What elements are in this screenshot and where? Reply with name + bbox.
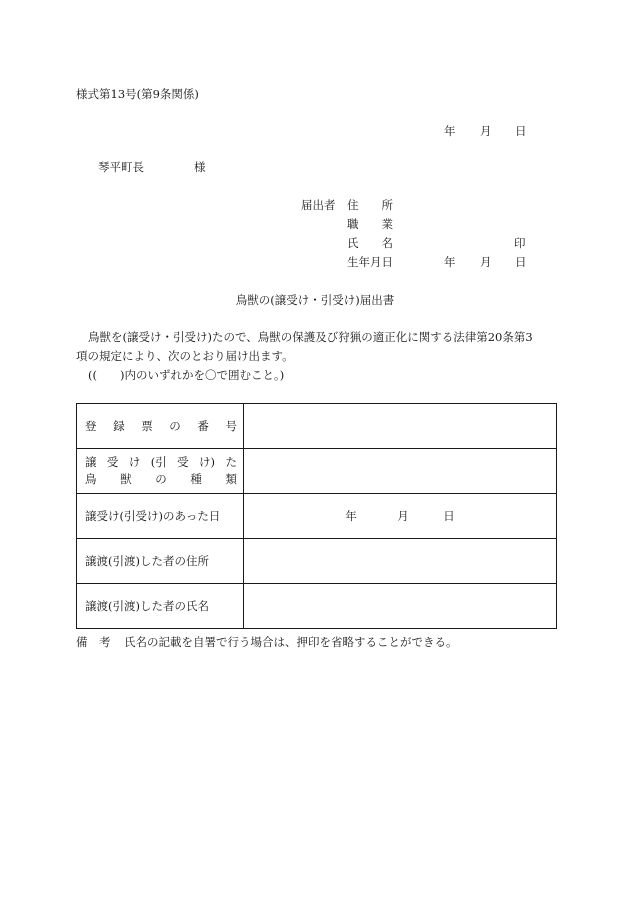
remarks-text: 氏名の記載を自署で行う場合は、押印を省略することができる。 (124, 635, 458, 649)
body-note: (( )内のいずれかを〇で囲むこと。) (88, 368, 285, 382)
transfer-date-row (244, 508, 556, 524)
species-label-line-1: 譲 受 け (引 受 け) た (85, 455, 237, 469)
species-label-line-2: 鳥 獣 の 種 類 (85, 472, 237, 486)
addressee-honorific: 様 (194, 160, 206, 174)
form-number: 様式第13号(第9条関係) (76, 87, 199, 101)
registration-number-label: 登 録 票 の 番 号 (85, 419, 237, 433)
birth-day: 日 (515, 255, 527, 269)
species-field[interactable] (244, 449, 557, 494)
remarks-label: 備 考 (76, 635, 111, 649)
notifier-label: 届出者 (301, 198, 336, 212)
transfer-date-month: 月 (397, 509, 409, 523)
registration-number-field[interactable] (244, 404, 557, 449)
registration-number-label-cell (77, 404, 244, 449)
transferor-name-field[interactable] (244, 584, 557, 629)
occupation-label: 職 業 (347, 217, 393, 231)
body-line-1: 鳥獣を(譲受け・引受け)たので、鳥獣の保護及び狩猟の適正化に関する法律第20条第3 (88, 330, 533, 344)
transfer-date-field[interactable] (244, 494, 557, 539)
transferor-address-field[interactable] (244, 539, 557, 584)
birth-year: 年 (444, 255, 456, 269)
form-table (76, 403, 557, 629)
document-title: 鳥獣の(譲受け・引受け)届出書 (235, 293, 395, 307)
species-label-cell (77, 449, 244, 494)
table-row (77, 404, 557, 449)
addressee-name: 琴平町長 (98, 160, 144, 174)
transfer-date-day: 日 (443, 509, 455, 523)
address-label: 住 所 (347, 198, 393, 212)
transferor-address-label: 譲渡(引渡)した者の住所 (77, 539, 244, 584)
seal-mark: 印 (514, 236, 526, 250)
body-line-2: 項の規定により、次のとおり届け出ます。 (76, 349, 294, 363)
table-row (77, 584, 557, 629)
name-label: 氏 名 (347, 236, 393, 250)
transfer-date-label: 譲受け(引受け)のあった日 (77, 494, 244, 539)
table-row (77, 449, 557, 494)
table-row (77, 539, 557, 584)
date-month: 月 (480, 124, 492, 138)
table-row (77, 494, 557, 539)
birthdate-label: 生年月日 (347, 255, 393, 269)
date-day: 日 (515, 124, 527, 138)
date-year: 年 (444, 124, 456, 138)
birth-month: 月 (480, 255, 492, 269)
transfer-date-year: 年 (345, 509, 357, 523)
transferor-name-label: 譲渡(引渡)した者の氏名 (77, 584, 244, 629)
